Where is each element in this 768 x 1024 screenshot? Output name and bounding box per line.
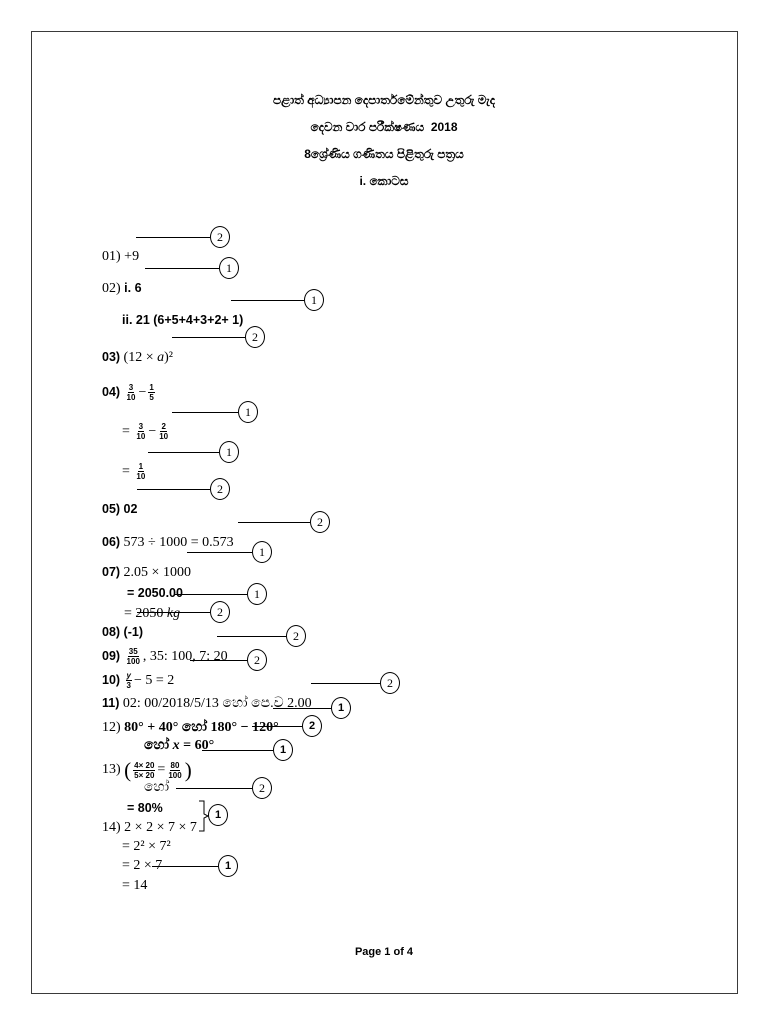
answer-text: = 80% bbox=[127, 801, 163, 815]
answer-03-marks: 2 bbox=[245, 326, 265, 348]
unit: kg bbox=[166, 606, 181, 621]
answer-14-step-3 bbox=[108, 856, 148, 893]
answer-12-marks: 1 bbox=[331, 697, 351, 719]
answer-08 bbox=[88, 602, 143, 639]
answer-01 bbox=[88, 227, 140, 264]
numerator: 3 bbox=[138, 422, 144, 432]
answer-14-step-1 bbox=[108, 817, 171, 854]
answer-text: = 14 bbox=[122, 878, 148, 893]
equals-sign: = bbox=[122, 424, 134, 439]
answer-text: − 5 = 2 bbox=[134, 673, 175, 688]
answer-13-alternative-marks: 2 bbox=[252, 777, 272, 799]
answer-text: = 2050 bbox=[124, 606, 167, 621]
answer-05 bbox=[88, 479, 138, 516]
answer-text: i. 6 bbox=[124, 281, 142, 295]
denominator: 5× 20 bbox=[134, 770, 155, 780]
answer-04-step-2-leader-line bbox=[148, 452, 219, 453]
denominator: 100 bbox=[126, 657, 140, 667]
answer-text: 2 × 2 × 7 × 7 bbox=[124, 820, 197, 835]
answer-text: 80° + 40° හෝ 180° − 120° bbox=[124, 720, 279, 735]
expression-part: )² bbox=[164, 350, 173, 365]
numerator: 1 bbox=[138, 462, 144, 472]
answer-07-step-2-leader-line bbox=[175, 594, 247, 595]
answer-06-marks: 2 bbox=[310, 511, 330, 533]
numerator: 80 bbox=[170, 760, 180, 770]
question-number: 04) bbox=[102, 385, 124, 399]
answer-11-marks: 2 bbox=[380, 672, 400, 694]
numerator: 35 bbox=[128, 647, 138, 657]
answer-08-leader-line bbox=[137, 612, 210, 613]
fraction bbox=[135, 422, 146, 441]
header-exam-title: දෙවන වාර පරීක්ෂණය 2018 bbox=[310, 120, 458, 134]
answer-09 bbox=[88, 626, 228, 667]
denominator: 10 bbox=[126, 393, 136, 403]
answer-09-leader-line bbox=[217, 636, 286, 637]
fraction bbox=[167, 761, 182, 780]
answer-10 bbox=[88, 650, 175, 691]
question-number: 14) bbox=[102, 820, 125, 835]
operator: − bbox=[148, 424, 157, 439]
answer-01-leader-line bbox=[136, 237, 210, 238]
question-number: 09) bbox=[102, 649, 124, 663]
answer-04-step-1-leader-line bbox=[172, 412, 238, 413]
answer-text: (-1) bbox=[123, 625, 143, 639]
answer-06 bbox=[88, 512, 234, 550]
answer-04 bbox=[88, 362, 157, 403]
answer-03 bbox=[88, 327, 173, 365]
answer-02-i-leader-line bbox=[145, 268, 219, 269]
answer-text: = 2050.00 bbox=[127, 586, 183, 600]
answer-12-leader-line bbox=[273, 708, 331, 709]
numerator: 1 bbox=[149, 383, 154, 393]
answer-13-leader-line bbox=[202, 750, 273, 751]
denominator: 10 bbox=[136, 432, 146, 442]
question-number: 02) bbox=[102, 281, 125, 296]
question-number: 07) bbox=[102, 565, 124, 579]
denominator: 10 bbox=[159, 432, 169, 442]
answer-02-ii-marks: 1 bbox=[304, 289, 324, 311]
answer-09-marks: 2 bbox=[286, 625, 306, 647]
answer-14-step-3-marks: 1 bbox=[218, 855, 238, 877]
answer-text: 02: 00/2018/5/13 හෝ පෙ.ව 2.00 bbox=[122, 696, 312, 711]
answer-10-marks: 2 bbox=[247, 649, 267, 671]
answer-12-alternative-leader-line bbox=[252, 726, 302, 727]
expression-part: (12 × bbox=[123, 350, 158, 365]
answer-04-step-1 bbox=[108, 402, 171, 442]
answer-12-alternative bbox=[130, 716, 215, 753]
answer-text: = 2² × 7² bbox=[122, 839, 171, 854]
answer-07-leader-line bbox=[187, 552, 252, 553]
answer-text: 573 ÷ 1000 = 0.573 bbox=[123, 535, 234, 550]
equals-sign: = bbox=[157, 762, 166, 778]
answer-05-leader-line bbox=[137, 489, 210, 490]
answer-13-alternative bbox=[113, 778, 163, 815]
operator: − bbox=[138, 385, 147, 400]
question-number: 06) bbox=[102, 535, 124, 549]
answer-05-marks: 2 bbox=[210, 478, 230, 500]
open-parenthesis: ( bbox=[124, 758, 132, 782]
answer-10-leader-line bbox=[190, 660, 247, 661]
header-subject: 8ශ්‍රේණිය ගණිතය පිළිතුරු පත්‍රය bbox=[304, 147, 464, 161]
answer-14 bbox=[88, 798, 197, 835]
answer-04-step-2 bbox=[108, 442, 148, 482]
answer-04-step-1-marks: 1 bbox=[238, 401, 258, 423]
variable: x bbox=[172, 738, 180, 753]
answer-07-marks: 1 bbox=[252, 541, 272, 563]
numerator: 3 bbox=[128, 383, 134, 393]
answer-13-or bbox=[130, 758, 170, 795]
answer-text: = 2 × 7 bbox=[122, 858, 163, 873]
close-parenthesis: ) bbox=[184, 758, 192, 782]
answer-11-leader-line bbox=[311, 683, 380, 684]
answer-06-leader-line bbox=[238, 522, 310, 523]
numerator: 4× 20 bbox=[134, 760, 155, 770]
equals-sign: = bbox=[122, 464, 134, 479]
question-number: 12) bbox=[102, 720, 125, 735]
or-word: හෝ bbox=[144, 780, 170, 795]
answer-text: ii. 21 (6+5+4+3+2+ 1) bbox=[122, 313, 244, 327]
answer-text: 2.05 × 1000 bbox=[123, 565, 191, 580]
answer-03-leader-line bbox=[172, 337, 245, 338]
denominator: 5 bbox=[149, 393, 154, 403]
page-number: Page 1 of 4 bbox=[354, 946, 414, 958]
question-number: 13) bbox=[102, 762, 125, 778]
answer-11 bbox=[88, 673, 312, 711]
denominator: 10 bbox=[136, 472, 146, 482]
answer-text: , 35: 100, 7: 20 bbox=[142, 649, 228, 664]
denominator: 100 bbox=[168, 770, 182, 780]
answer-08-marks: 2 bbox=[210, 601, 230, 623]
variable: a bbox=[157, 350, 165, 365]
answer-text: = 60° bbox=[179, 738, 215, 753]
question-number: 05) bbox=[102, 502, 124, 516]
fraction bbox=[126, 383, 137, 402]
answer-14-step-2 bbox=[108, 836, 163, 873]
denominator: 3 bbox=[126, 681, 131, 691]
answer-14-step-3-leader-line bbox=[152, 866, 218, 867]
answer-02-i-marks: 1 bbox=[219, 257, 239, 279]
fraction bbox=[148, 383, 154, 402]
answer-01-marks: 2 bbox=[210, 226, 230, 248]
numerator: 2 bbox=[161, 422, 166, 432]
numerator: y bbox=[126, 671, 131, 681]
question-number: 11) bbox=[102, 696, 123, 710]
or-word: හෝ bbox=[144, 738, 173, 753]
header-department: පළාත් අධ්‍යාපන දෙපාර්තමේන්තුව උතුරු මැද bbox=[272, 93, 496, 107]
answer-07-step-1 bbox=[113, 563, 183, 600]
question-number: 08) bbox=[102, 625, 124, 639]
fraction bbox=[158, 422, 169, 441]
question-number: 03) bbox=[102, 350, 124, 364]
header-section: i. කොටස bbox=[359, 174, 409, 188]
answer-13-alternative-leader-line bbox=[176, 788, 252, 789]
answer-02-ii-leader-line bbox=[231, 300, 304, 301]
answer-07-step-2-marks: 1 bbox=[247, 583, 267, 605]
question-number: 10) bbox=[102, 673, 124, 687]
answer-04-step-2-marks: 1 bbox=[219, 441, 239, 463]
answer-02-ii bbox=[108, 290, 244, 327]
answer-13-marks: 1 bbox=[273, 739, 293, 761]
answer-02-i bbox=[88, 258, 142, 296]
answer-12 bbox=[88, 698, 279, 735]
answer-07-step-2 bbox=[110, 584, 181, 621]
answer-text: 02 bbox=[123, 502, 138, 516]
answer-12-alternative-marks: 2 bbox=[302, 715, 322, 737]
answer-07 bbox=[88, 542, 191, 580]
answer-text: +9 bbox=[124, 249, 140, 264]
question-number: 01) bbox=[102, 249, 125, 264]
answer-14-marks: 1 bbox=[208, 804, 228, 826]
